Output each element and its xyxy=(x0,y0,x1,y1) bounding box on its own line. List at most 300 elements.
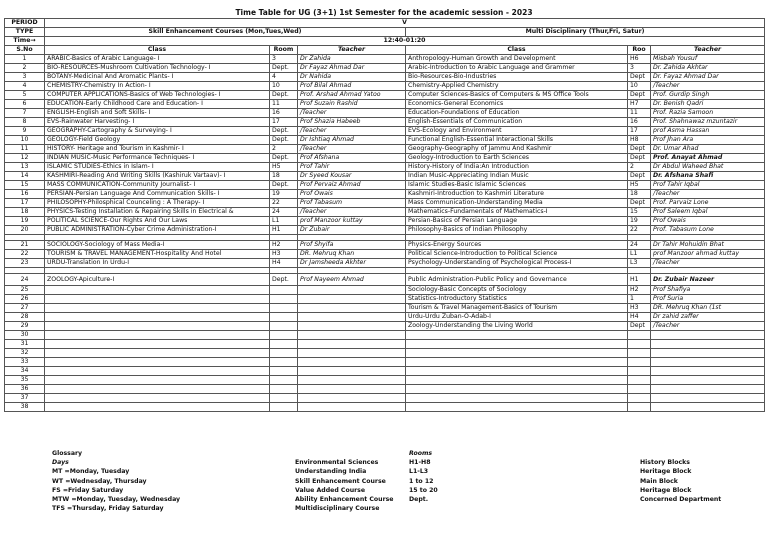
skill-class-cell xyxy=(45,322,270,331)
skill-room-cell xyxy=(270,340,298,349)
skill-teacher-cell: Prof Suzain Rashid xyxy=(298,100,406,109)
skill-room-cell: L1 xyxy=(270,217,298,226)
multi-teacher-cell: Dr Abdul Waheed Bhat xyxy=(651,163,765,172)
multi-teacher-cell: Prof Tahir Iqbal xyxy=(651,181,765,190)
multi-class-cell: Chemistry-Applied Chemistry xyxy=(406,82,628,91)
table-row xyxy=(5,367,765,376)
room-item: 1 to 12 xyxy=(409,477,434,485)
table-row xyxy=(5,199,765,208)
multi-room-cell: 3 xyxy=(628,64,651,73)
multi-teacher-cell: DR. Mehruq Khan (1st xyxy=(651,304,765,313)
days-item: WT =Wednesday, Thursday xyxy=(52,477,147,485)
skill-room-cell xyxy=(270,367,298,376)
multi-class-cell: Kashmiri-Introduction to Kashmiri Literature xyxy=(406,190,628,199)
skill-room-cell: Dept. xyxy=(270,181,298,190)
multi-teacher-cell: Dr. Zahida Akhtar xyxy=(651,64,765,73)
sno-cell: 9 xyxy=(5,127,45,136)
skill-class-cell: ARABIC-Basics of Arabic Language- I xyxy=(45,55,270,64)
course-item: Ability Enhancement Course xyxy=(295,495,394,503)
multi-teacher-cell: Prof. Parvaiz Lone xyxy=(651,199,765,208)
multi-teacher-cell: Dr zahid zaffer xyxy=(651,313,765,322)
table-row xyxy=(5,295,765,304)
sno-cell: 16 xyxy=(5,190,45,199)
multi-teacher-cell xyxy=(651,340,765,349)
multi-teacher-cell: Dr Tahir Mohuidin Bhat xyxy=(651,241,765,250)
sno-cell: 18 xyxy=(5,208,45,217)
table-row xyxy=(5,403,765,412)
sno-cell: 11 xyxy=(5,145,45,154)
sno-cell: 3 xyxy=(5,73,45,82)
sno-cell: 12 xyxy=(5,154,45,163)
skill-teacher-cell xyxy=(298,394,406,403)
multi-room-cell: Dept xyxy=(628,154,651,163)
multi-room-cell: H3 xyxy=(628,304,651,313)
multi-room-cell xyxy=(628,394,651,403)
skill-teacher-cell xyxy=(298,367,406,376)
table-row xyxy=(5,394,765,403)
table-row xyxy=(5,208,765,217)
multi-room-cell xyxy=(628,385,651,394)
skill-room-cell: Dept. xyxy=(270,127,298,136)
multi-teacher-cell xyxy=(651,376,765,385)
skill-room-cell xyxy=(270,349,298,358)
sno-cell: 32 xyxy=(5,349,45,358)
multi-class-cell: Arabic-Introduction to Arabic Language and Grammer xyxy=(406,64,628,73)
sno-cell: 27 xyxy=(5,304,45,313)
sno-cell: 17 xyxy=(5,199,45,208)
multi-class-cell: Computer Sciences-Basics of Computers & MS Office Tools xyxy=(406,91,628,100)
table-row xyxy=(5,82,765,91)
multi-room-cell xyxy=(628,349,651,358)
multi-teacher-cell: Prof. Shahnawaz mzuntazir xyxy=(651,118,765,127)
skill-teacher-cell xyxy=(298,313,406,322)
multi-teacher-cell: Prof Jhan Ara xyxy=(651,136,765,145)
multi-room-cell xyxy=(628,403,651,412)
skill-teacher-cell: Dr Ishtiaq Ahmad xyxy=(298,136,406,145)
multi-class-cell: Mathematics-Fundamentals of Mathematics-I xyxy=(406,208,628,217)
multi-room-cell: 24 xyxy=(628,241,651,250)
multi-class-cell: History-History of India:An Introduction xyxy=(406,163,628,172)
multi-room-cell xyxy=(628,340,651,349)
sno-cell: 33 xyxy=(5,358,45,367)
skill-teacher-cell: prof Manzoor kuttay xyxy=(298,217,406,226)
course-item: Understanding India xyxy=(295,468,367,476)
skill-class-cell: ISLAMIC STUDIES-Ethics in Islam- I xyxy=(45,163,270,172)
sno-cell: 19 xyxy=(5,217,45,226)
skill-class-cell xyxy=(45,394,270,403)
col-class: Class xyxy=(406,46,628,55)
multi-teacher-cell: Prof. Anayat Ahmad xyxy=(651,154,765,163)
multi-room-cell: 17 xyxy=(628,127,651,136)
course-item: Multidisciplinary Course xyxy=(295,505,380,513)
skill-room-cell: 4 xyxy=(270,73,298,82)
multi-class-cell xyxy=(406,331,628,340)
multi-class-cell: Education-Foundations of Education xyxy=(406,109,628,118)
skill-room-cell xyxy=(270,385,298,394)
skill-class-cell: PHYSICS-Testing Installation & Repairing Skills in Electrical & xyxy=(45,208,270,217)
multi-teacher-cell: Prof. Gurdip Singh xyxy=(651,91,765,100)
sno-cell: 35 xyxy=(5,376,45,385)
col-teacher: Teacher xyxy=(651,46,765,55)
multi-teacher-cell: Prof Owais xyxy=(651,217,765,226)
sno-cell: 23 xyxy=(5,259,45,268)
skill-room-cell: Dept. xyxy=(270,91,298,100)
multi-class-cell xyxy=(406,349,628,358)
multi-class-cell: Statistics-Introductory Statistics xyxy=(406,295,628,304)
table-row xyxy=(5,226,765,235)
multi-class-cell: Psychology-Understanding of Psychological Process-I xyxy=(406,259,628,268)
multi-room-cell: H1 xyxy=(628,274,651,286)
multi-room-cell xyxy=(628,358,651,367)
sno-cell: 36 xyxy=(5,385,45,394)
block-item: Concerned Department xyxy=(640,495,722,503)
sno-cell: 24 xyxy=(5,274,45,286)
course-item: Value Added Course xyxy=(295,486,366,494)
table-row xyxy=(5,127,765,136)
sno-cell: 8 xyxy=(5,118,45,127)
skill-class-cell: POLITICAL SCIENCE-Our Rights And Our Laws xyxy=(45,217,270,226)
multi-class-cell: Geography-Geography of Jammu And Kashmir xyxy=(406,145,628,154)
table-row xyxy=(5,304,765,313)
sno-cell: 29 xyxy=(5,322,45,331)
multi-teacher-cell: Dr. Afshana Shafi xyxy=(651,172,765,181)
multi-class-cell: Indian Music-Appreciating Indian Music xyxy=(406,172,628,181)
multi-teacher-cell: Prof. Razia Samoon xyxy=(651,109,765,118)
multi-room-cell: 18 xyxy=(628,190,651,199)
time-value: 12:40-01:20 xyxy=(45,37,765,46)
table-row xyxy=(5,313,765,322)
skill-teacher-cell xyxy=(298,358,406,367)
multi-room-cell: L3 xyxy=(628,259,651,268)
skill-class-cell: TOURISM & TRAVEL MANAGEMENT-Hospitality And Hotel xyxy=(45,250,270,259)
skill-room-cell: 22 xyxy=(270,199,298,208)
skill-room-cell xyxy=(270,331,298,340)
multi-teacher-cell xyxy=(651,358,765,367)
skill-class-cell xyxy=(45,403,270,412)
table-row xyxy=(5,172,765,181)
multi-class-cell: Mass Communication-Understanding Media xyxy=(406,199,628,208)
skill-room-cell xyxy=(270,286,298,295)
block-item: Main Block xyxy=(640,477,678,485)
skill-class-cell xyxy=(45,358,270,367)
sno-cell: 21 xyxy=(5,241,45,250)
skill-class-cell: BIO-RESOURCES-Mushroom Cultivation Technology- I xyxy=(45,64,270,73)
skill-room-cell: 2 xyxy=(270,145,298,154)
sno-cell: 15 xyxy=(5,181,45,190)
skill-teacher-cell: Prof Tahir xyxy=(298,163,406,172)
multi-teacher-cell: prof Manzoor ahmad kuttay xyxy=(651,250,765,259)
skill-teacher-cell: Prof Shazia Habeeb xyxy=(298,118,406,127)
skill-room-cell: H3 xyxy=(270,250,298,259)
table-row xyxy=(5,217,765,226)
skill-room-cell: 18 xyxy=(270,172,298,181)
skill-room-cell xyxy=(270,295,298,304)
multi-teacher-cell: Dr. Umar Ahad xyxy=(651,145,765,154)
table-row xyxy=(5,181,765,190)
multi-class-cell: English-Essentials of Communication xyxy=(406,118,628,127)
table-row xyxy=(5,55,765,64)
multi-room-cell: 11 xyxy=(628,109,651,118)
sno-cell: 13 xyxy=(5,163,45,172)
skill-teacher-cell: Dr Zahida xyxy=(298,55,406,64)
days-item: TFS =Thursday, Friday Saturday xyxy=(52,505,164,513)
skill-teacher-cell xyxy=(298,286,406,295)
glossary-rooms xyxy=(409,449,438,504)
skill-room-cell: H1 xyxy=(270,226,298,235)
type-label: TYPE xyxy=(5,28,45,37)
multi-class-cell: Anthropology-Human Growth and Development xyxy=(406,55,628,64)
course-item: Environmental Sciences xyxy=(295,459,379,467)
period-row xyxy=(5,19,765,28)
table-row xyxy=(5,340,765,349)
table-row xyxy=(5,64,765,73)
skill-class-cell xyxy=(45,376,270,385)
multi-room-cell: Dept xyxy=(628,73,651,82)
skill-room-cell: Dept. xyxy=(270,274,298,286)
room-item: 15 to 20 xyxy=(409,486,438,494)
skill-teacher-cell: Prof Tabasum xyxy=(298,199,406,208)
multi-room-cell: L1 xyxy=(628,250,651,259)
multi-class-cell: Bio-Resources-Bio-Industries xyxy=(406,73,628,82)
skill-class-cell: ZOOLOGY-Apiculture-I xyxy=(45,274,270,286)
glossary-blocks xyxy=(640,458,721,504)
skill-teacher-cell: DR. Mehruq Khan xyxy=(298,250,406,259)
multi-class-cell: Philosophy-Basics of Indian Philosophy xyxy=(406,226,628,235)
table-row xyxy=(5,358,765,367)
sno-cell: 1 xyxy=(5,55,45,64)
skill-room-cell: H4 xyxy=(270,259,298,268)
table-row xyxy=(5,163,765,172)
skill-teacher-cell xyxy=(298,295,406,304)
multi-room-cell: 22 xyxy=(628,226,651,235)
skill-room-cell xyxy=(270,313,298,322)
skill-class-cell xyxy=(45,313,270,322)
sno-cell: 6 xyxy=(5,100,45,109)
multi-room-cell xyxy=(628,331,651,340)
rooms-title: Rooms xyxy=(409,450,433,457)
multi-class-cell: Tourism & Travel Management-Basics of Tourism xyxy=(406,304,628,313)
table-row xyxy=(5,385,765,394)
days-item: MT =Monday, Tuesday xyxy=(52,468,130,476)
sno-cell: 37 xyxy=(5,394,45,403)
skill-room-cell xyxy=(270,358,298,367)
skill-class-cell: BOTANY-Medicinal And Aromatic Plants- I xyxy=(45,73,270,82)
col-room: Room xyxy=(270,46,298,55)
sno-cell: 31 xyxy=(5,340,45,349)
multi-room-cell: Dept xyxy=(628,91,651,100)
skill-room-cell: 17 xyxy=(270,118,298,127)
skill-teacher-cell: Prof Owais xyxy=(298,190,406,199)
skill-class-cell: CHEMISTRY-Chemistry In Action- I xyxy=(45,82,270,91)
multi-teacher-cell: Prof. Tabasum Lone xyxy=(651,226,765,235)
skill-class-cell: INDIAN MUSIC-Music Performance Techniques- I xyxy=(45,154,270,163)
multi-teacher-cell xyxy=(651,349,765,358)
skill-teacher-cell: /Teacher xyxy=(298,109,406,118)
multi-teacher-cell xyxy=(651,394,765,403)
skill-room-cell xyxy=(270,403,298,412)
skill-heading: Skill Enhancement Courses (Mon,Tues,Wed) xyxy=(45,28,406,37)
table-row xyxy=(5,190,765,199)
col-teacher: Teacher xyxy=(298,46,406,55)
skill-room-cell: H2 xyxy=(270,241,298,250)
skill-class-cell: GEOLOGY-Field Geology xyxy=(45,136,270,145)
type-row xyxy=(5,28,765,37)
skill-class-cell: PUBLIC ADMINISTRATION-Cyber Crime Administration-I xyxy=(45,226,270,235)
multi-class-cell: EVS-Ecology and Environment xyxy=(406,127,628,136)
multi-class-cell xyxy=(406,403,628,412)
table-row xyxy=(5,241,765,250)
multi-class-cell: Functional English-Essential Interactional Skills xyxy=(406,136,628,145)
multi-teacher-cell xyxy=(651,385,765,394)
multi-class-cell xyxy=(406,385,628,394)
multi-teacher-cell xyxy=(651,403,765,412)
time-label: Time→ xyxy=(5,37,45,46)
skill-teacher-cell: Prof. Arshad Ahmad Yatoo xyxy=(298,91,406,100)
skill-room-cell: 16 xyxy=(270,109,298,118)
multi-room-cell: Dept xyxy=(628,199,651,208)
table-row xyxy=(5,331,765,340)
skill-class-cell: GEOGRAPHY-Cartography & Surveying- I xyxy=(45,127,270,136)
sno-cell: 4 xyxy=(5,82,45,91)
table-row xyxy=(5,322,765,331)
multi-class-cell: Economics-General Economics xyxy=(406,100,628,109)
multi-class-cell: Persian-Basics of Persian Language xyxy=(406,217,628,226)
multi-class-cell: Sociology-Basic Concepts of Sociology xyxy=(406,286,628,295)
timetable xyxy=(4,18,765,412)
skill-teacher-cell xyxy=(298,376,406,385)
table-row xyxy=(5,259,765,268)
multi-teacher-cell: Misbah Yousuf xyxy=(651,55,765,64)
sno-cell: 20 xyxy=(5,226,45,235)
multi-room-cell: 15 xyxy=(628,208,651,217)
skill-class-cell xyxy=(45,295,270,304)
skill-teacher-cell: Dr Nahida xyxy=(298,73,406,82)
multi-room-cell: Dept xyxy=(628,145,651,154)
multi-class-cell: Political Science-Introduction to Political Science xyxy=(406,250,628,259)
multi-room-cell: 10 xyxy=(628,82,651,91)
skill-teacher-cell: Dr Fayaz Ahmad Dar xyxy=(298,64,406,73)
skill-teacher-cell: Dr Jamsheeda Akhter xyxy=(298,259,406,268)
skill-room-cell xyxy=(270,394,298,403)
multi-teacher-cell: Prof Suria xyxy=(651,295,765,304)
skill-teacher-cell xyxy=(298,340,406,349)
multi-teacher-cell: /Teacher xyxy=(651,259,765,268)
table-row xyxy=(5,286,765,295)
glossary-days xyxy=(52,449,180,513)
skill-class-cell xyxy=(45,331,270,340)
table-row xyxy=(5,145,765,154)
table-row xyxy=(5,118,765,127)
skill-teacher-cell xyxy=(298,331,406,340)
skill-class-cell xyxy=(45,286,270,295)
multi-class-cell: Islamic Studies-Basic Islamic Sciences xyxy=(406,181,628,190)
skill-teacher-cell xyxy=(298,403,406,412)
multi-room-cell: H7 xyxy=(628,100,651,109)
multi-class-cell: Urdu-Urdu Zuban-O-Adab-I xyxy=(406,313,628,322)
days-title: Days xyxy=(52,459,69,467)
multi-teacher-cell: /Teacher xyxy=(651,82,765,91)
skill-teacher-cell xyxy=(298,385,406,394)
table-row xyxy=(5,154,765,163)
time-row xyxy=(5,37,765,46)
multi-class-cell xyxy=(406,367,628,376)
sno-cell: 7 xyxy=(5,109,45,118)
skill-teacher-cell xyxy=(298,304,406,313)
skill-class-cell: SOCIOLOGY-Sociology of Mass Media-I xyxy=(45,241,270,250)
skill-room-cell xyxy=(270,322,298,331)
sno-cell: 28 xyxy=(5,313,45,322)
room-item: H1-H8 xyxy=(409,459,431,467)
multi-teacher-cell xyxy=(651,367,765,376)
multi-class-cell: Physics-Energy Sources xyxy=(406,241,628,250)
skill-room-cell: Dept. xyxy=(270,136,298,145)
skill-class-cell: MASS COMMUNICATION-Community Journalist- I xyxy=(45,181,270,190)
block-item: Heritage Block xyxy=(640,486,692,494)
sno-cell: 25 xyxy=(5,286,45,295)
multi-class-cell: Public Administration-Public Policy and Governance xyxy=(406,274,628,286)
multi-teacher-cell: prof Asma Hassan xyxy=(651,127,765,136)
skill-room-cell: Dept. xyxy=(270,64,298,73)
multi-room-cell: 16 xyxy=(628,118,651,127)
table-row xyxy=(5,91,765,100)
period-label: PERIOD xyxy=(5,19,45,28)
sno-cell: 22 xyxy=(5,250,45,259)
multi-room-cell xyxy=(628,367,651,376)
skill-teacher-cell: Dr Zubair xyxy=(298,226,406,235)
skill-class-cell xyxy=(45,340,270,349)
multi-room-cell: 2 xyxy=(628,163,651,172)
block-item: Heritage Block xyxy=(640,468,692,476)
multi-teacher-cell: Dr. Benish Qadri xyxy=(651,100,765,109)
multi-room-cell xyxy=(628,376,651,385)
skill-teacher-cell xyxy=(298,322,406,331)
multi-class-cell xyxy=(406,376,628,385)
column-header-row xyxy=(5,46,765,55)
sno-cell: 5 xyxy=(5,91,45,100)
multi-class-cell: Geology-Introduction to Earth Sciences xyxy=(406,154,628,163)
multi-room-cell: H5 xyxy=(628,181,651,190)
multi-teacher-cell: Dr. Fayaz Ahmad Dar xyxy=(651,73,765,82)
col-room: Roo xyxy=(628,46,651,55)
skill-teacher-cell: Dr Syeed Kousar xyxy=(298,172,406,181)
multi-room-cell: Dept xyxy=(628,172,651,181)
glossary-title: Glossary xyxy=(52,450,83,457)
multi-room-cell: H6 xyxy=(628,55,651,64)
skill-class-cell: PHILOSOPHY-Philosphical Counceling : A Therapy- I xyxy=(45,199,270,208)
multi-room-cell: 1 xyxy=(628,295,651,304)
skill-teacher-cell: /Teacher xyxy=(298,145,406,154)
skill-teacher-cell: Prof Nayeem Ahmad xyxy=(298,274,406,286)
table-row xyxy=(5,274,765,286)
multi-room-cell: H8 xyxy=(628,136,651,145)
skill-room-cell: 24 xyxy=(270,208,298,217)
sno-cell: 38 xyxy=(5,403,45,412)
skill-class-cell: URDU-Translation In Urdu-I xyxy=(45,259,270,268)
sno-cell: 10 xyxy=(5,136,45,145)
skill-class-cell: COMPUTER APPLICATIONS-Basics of Web Technologies- I xyxy=(45,91,270,100)
multi-class-cell xyxy=(406,358,628,367)
page-title: Time Table for UG (3+1) 1st Semester for the academic session - 2023 xyxy=(235,8,533,17)
table-row xyxy=(5,136,765,145)
skill-teacher-cell: Prof Bilal Ahmad xyxy=(298,82,406,91)
multi-teacher-cell: /Teacher xyxy=(651,322,765,331)
col-class: Class xyxy=(45,46,270,55)
table-row xyxy=(5,100,765,109)
skill-room-cell: 11 xyxy=(270,100,298,109)
table-row xyxy=(5,250,765,259)
skill-class-cell xyxy=(45,367,270,376)
multi-class-cell: Zoology-Understanding the Living World xyxy=(406,322,628,331)
